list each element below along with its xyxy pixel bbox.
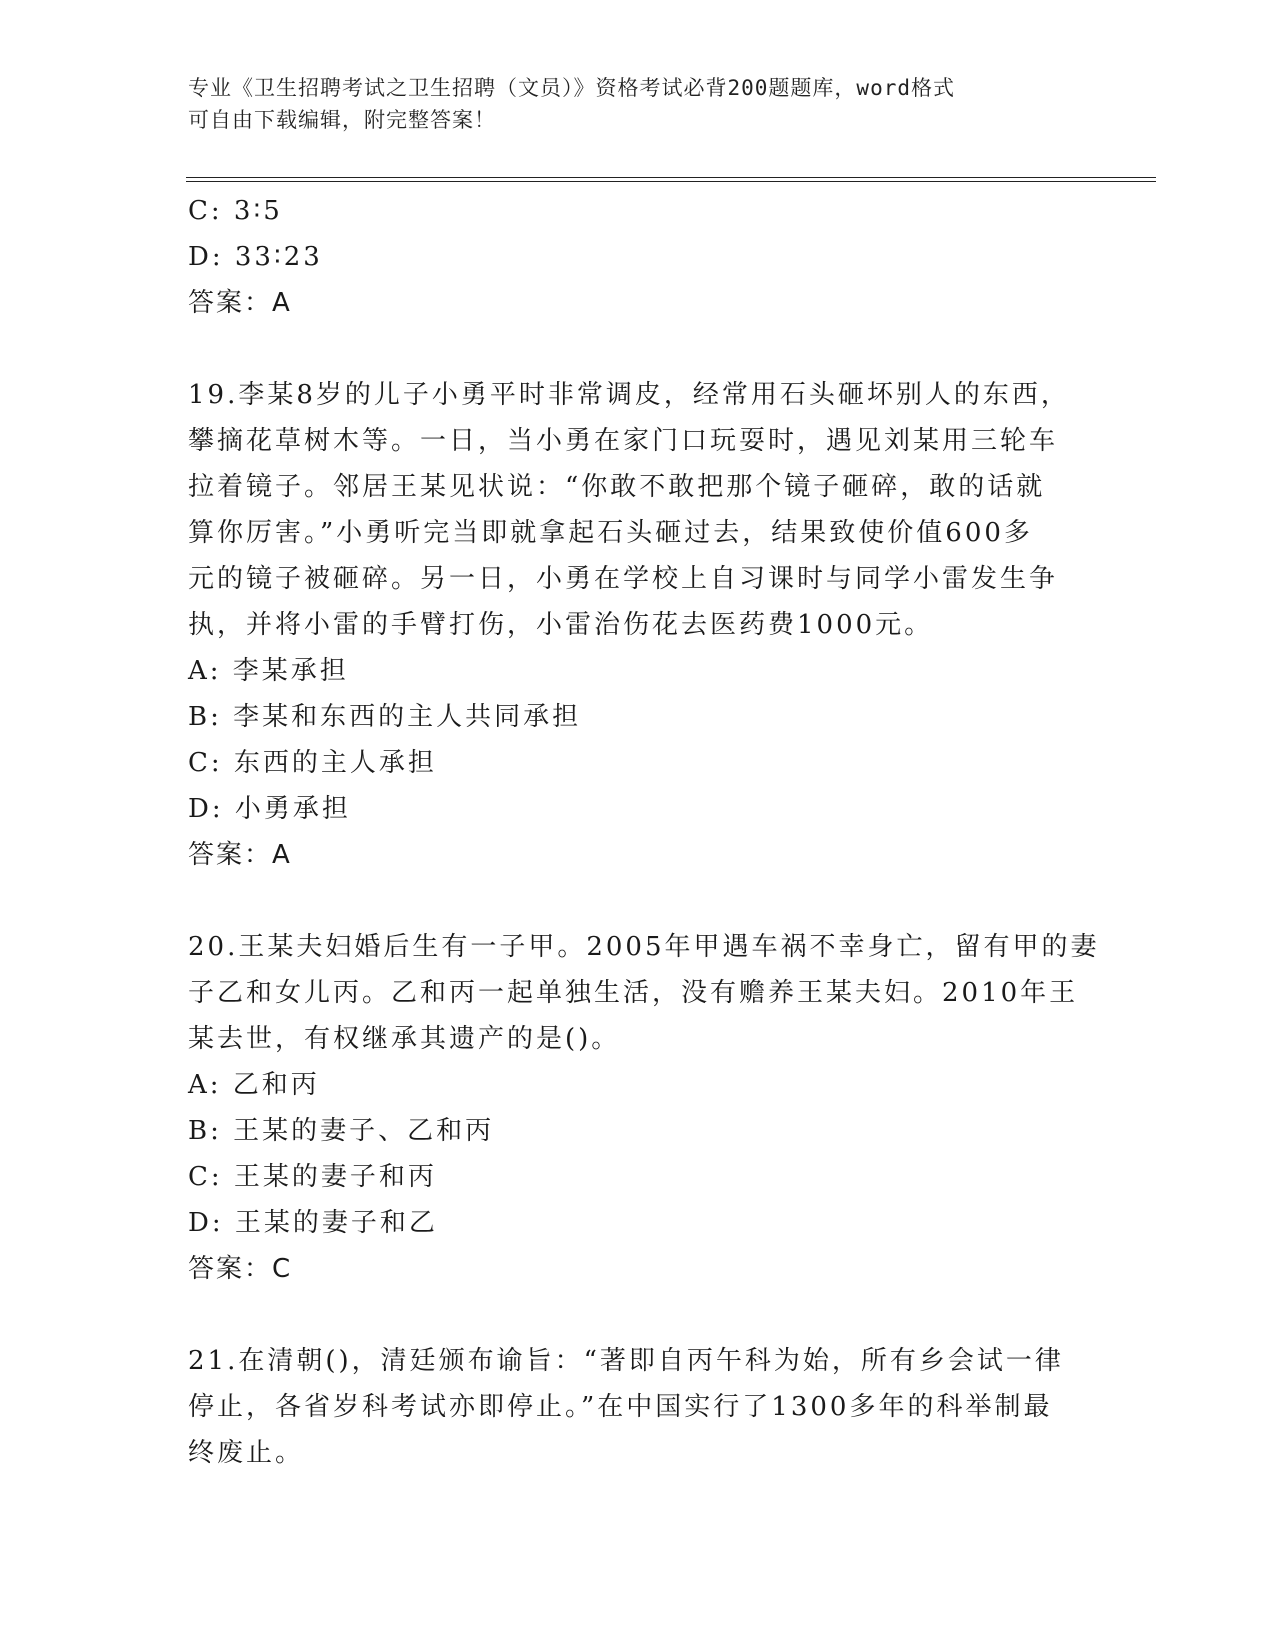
header-divider [186, 181, 1156, 182]
document-body [188, 188, 1100, 1476]
header-line-2: 可自由下载编辑，附完整答案！ [188, 108, 496, 132]
answer: 答案：C [188, 1254, 293, 1284]
question-text-line: 某去世，有权继承其遗产的是()。 [188, 1024, 621, 1054]
question-text-line: 子乙和女儿丙。乙和丙一起单独生活，没有赡养王某夫妇。2010年王 [188, 978, 1079, 1008]
question-18-continuation [188, 188, 1088, 326]
question-text-line: 19.李某8岁的儿子小勇平时非常调皮，经常用石头砸坏别人的东西， [188, 380, 1070, 410]
option-d: D: 33∶23 [188, 242, 323, 272]
page-header [188, 72, 1088, 136]
question-text-line: 终废止。 [188, 1438, 305, 1468]
option-b: B: 李某和东西的主人共同承担 [188, 702, 582, 732]
question-19 [188, 372, 1088, 878]
option-d: D: 小勇承担 [188, 794, 351, 824]
question-text-line: 元的镜子被砸碎。另一日，小勇在学校上自习课时与同学小雷发生争 [188, 564, 1059, 594]
question-text-line: 20.王某夫妇婚后生有一子甲。2005年甲遇车祸不幸身亡，留有甲的妻 [188, 932, 1100, 962]
question-text-line: 执，并将小雷的手臂打伤，小雷治伤花去医药费1000元。 [188, 610, 934, 640]
option-c: C: 王某的妻子和丙 [188, 1162, 437, 1192]
option-a: A: 乙和丙 [188, 1070, 320, 1100]
question-text-line: 停止，各省岁科考试亦即停止。”在中国实行了1300多年的科举制最 [188, 1392, 1053, 1422]
question-20 [188, 924, 1100, 1292]
question-text-line: 攀摘花草树木等。一日，当小勇在家门口玩耍时，遇见刘某用三轮车 [188, 426, 1059, 456]
option-c: C: 东西的主人承担 [188, 748, 437, 778]
spacer [188, 1292, 1088, 1338]
option-a: A: 李某承担 [188, 656, 349, 686]
header-line-1: 专业《卫生招聘考试之卫生招聘（文员）》资格考试必背200题题库，word格式 [188, 76, 955, 100]
option-d: D: 王某的妻子和乙 [188, 1208, 438, 1238]
question-text-line: 算你厉害。”小勇听完当即就拿起石头砸过去，结果致使价值600多 [188, 518, 1033, 548]
answer: 答案：A [188, 840, 292, 870]
option-c: C: 3∶5 [188, 196, 283, 226]
answer: 答案：A [188, 288, 292, 318]
question-text-line: 21.在清朝()，清廷颁布谕旨：“著即自丙午科为始，所有乡会试一律 [188, 1346, 1064, 1376]
question-21 [188, 1338, 1088, 1476]
header-divider [186, 177, 1156, 178]
spacer [188, 326, 1088, 372]
spacer [188, 878, 1088, 924]
question-text-line: 拉着镜子。邻居王某见状说：“你敢不敢把那个镜子砸碎，敢的话就 [188, 472, 1046, 502]
option-b: B: 王某的妻子、乙和丙 [188, 1116, 495, 1146]
